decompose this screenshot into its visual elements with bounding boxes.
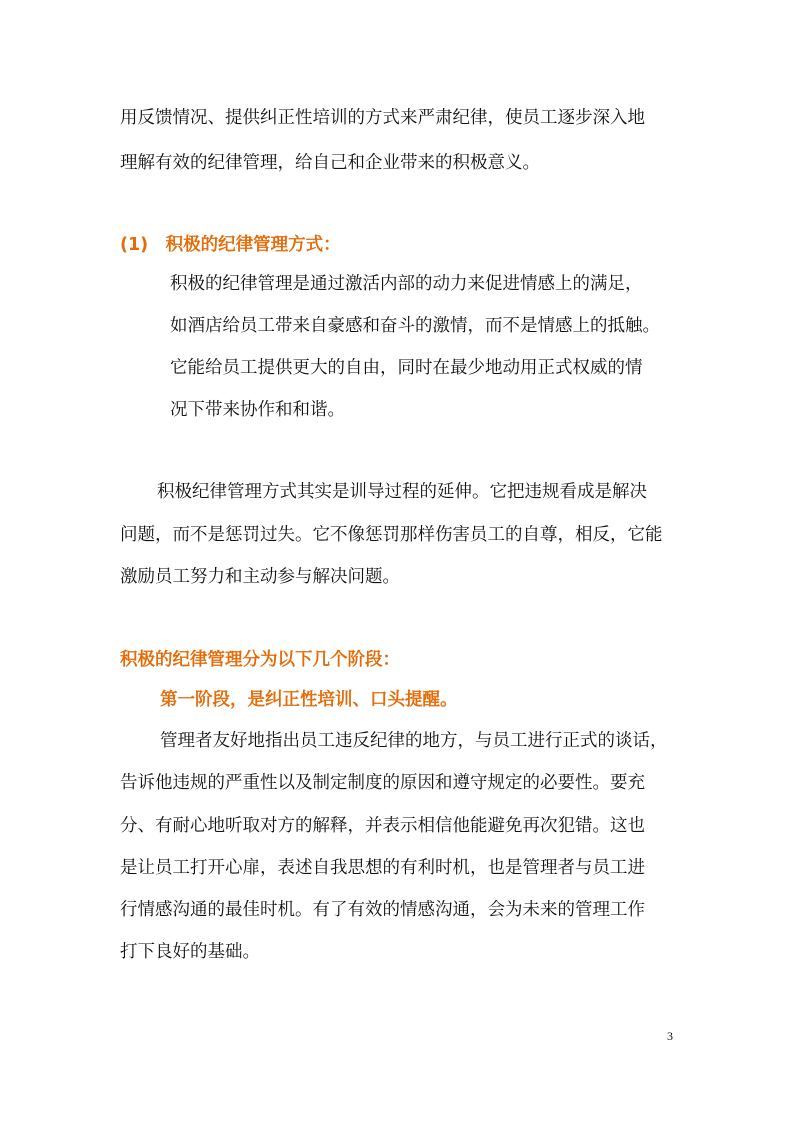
section1-line-4: 况下带来协作和和谐。	[170, 400, 345, 420]
section2-heading: 积极的纪律管理分为以下几个阶段：	[120, 650, 400, 670]
section1-line-2: 如酒店给员工带来自豪感和奋斗的激情，而不是情感上的抵触。	[170, 316, 660, 336]
page-number: 3	[667, 1029, 673, 1043]
section1-line-1: 积极的纪律管理是通过激活内部的动力来促进情感上的满足，	[170, 274, 643, 294]
paragraph2-line-2: 问题，而不是惩罚过失。它不像惩罚那样伤害员工的自尊，相反，它能	[120, 525, 663, 545]
intro-line-1: 用反馈情况、提供纠正性培训的方式来严肃纪律，使员工逐步深入地	[120, 108, 645, 128]
section2-line-6: 打下良好的基础。	[120, 942, 260, 962]
section1-heading: (1) 积极的纪律管理方式：	[120, 235, 341, 255]
section1-line-3: 它能给员工提供更大的自由，同时在最少地动用正式权威的情	[170, 358, 643, 378]
section2-line-5: 行情感沟通的最佳时机。有了有效的情感沟通，会为未来的管理工作	[120, 900, 645, 920]
stage1-heading: 第一阶段，是纠正性培训、口头提醒。	[160, 690, 458, 710]
intro-line-2: 理解有效的纪律管理，给自己和企业带来的积极意义。	[120, 153, 540, 173]
section2-line-2: 告诉他违规的严重性以及制定制度的原因和遵守规定的必要性。要充	[120, 773, 645, 793]
section2-line-4: 是让员工打开心扉，表述自我思想的有利时机，也是管理者与员工进	[120, 858, 645, 878]
section2-line-1: 管理者友好地指出员工违反纪律的地方，与员工进行正式的谈话，	[160, 731, 668, 751]
paragraph2-line-3: 激励员工努力和主动参与解决问题。	[120, 567, 400, 587]
paragraph2-line-1: 积极纪律管理方式其实是训导过程的延伸。它把违规看成是解决	[157, 482, 647, 502]
section2-line-3: 分、有耐心地听取对方的解释，并表示相信他能避免再次犯错。这也	[120, 816, 645, 836]
